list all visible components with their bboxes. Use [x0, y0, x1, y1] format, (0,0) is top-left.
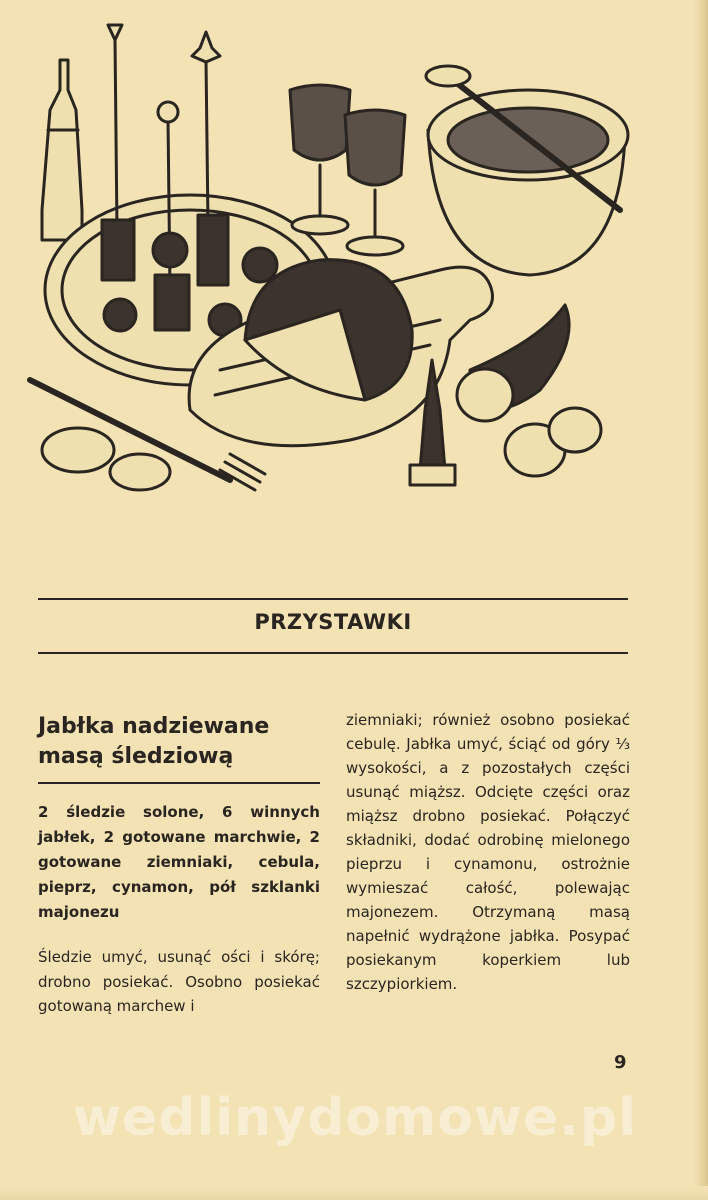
page-edge-bottom — [0, 1186, 708, 1200]
page-edge — [694, 0, 708, 1200]
left-column — [38, 712, 320, 1019]
recipe-title-line2: masą śledziową — [38, 744, 234, 769]
section-top-rule — [38, 598, 628, 600]
appetizer-illustration — [20, 10, 680, 510]
title-rule — [38, 782, 320, 784]
recipe-title-line1: Jabłka nadziewane — [38, 714, 270, 739]
section-title: PRZYSTAWKI — [254, 610, 412, 634]
page-number: 9 — [614, 1052, 627, 1073]
bottle-shape — [42, 60, 82, 240]
recipe-title — [38, 712, 320, 772]
instructions-part2: ziemniaki; również osobno posiekać cebulę. Jabłka umyć, ściąć od góry ⅓ wysokości, a z pozostałych części usunąć miąższ. Odcięte części oraz miąższ drobno posiekać. Połączyć składniki, dodać odrobinę mielonego pieprzu i cynamonu, ostrożnie wymieszać całość, polewając majonezem. Otrzymaną masą napełnić wydrążone jabłka. Posypać posiekanym koperkiem lub szczypiorkiem. — [346, 711, 630, 993]
instructions-part1: Śledzie umyć, usunąć ości i skórę; drobno posiekać. Osobno posiekać gotowaną marchew i — [38, 948, 320, 1015]
watermark: wedlinydomowe.pl — [72, 1088, 638, 1148]
right-column — [346, 708, 630, 996]
section-bottom-rule — [38, 652, 628, 654]
ingredients-list: 2 śledzie solone, 6 winnych jabłek, 2 gotowane marchwie, 2 gotowane ziemniaki, cebula, pieprz, cynamon, pół szklanki majonezu — [38, 803, 320, 921]
